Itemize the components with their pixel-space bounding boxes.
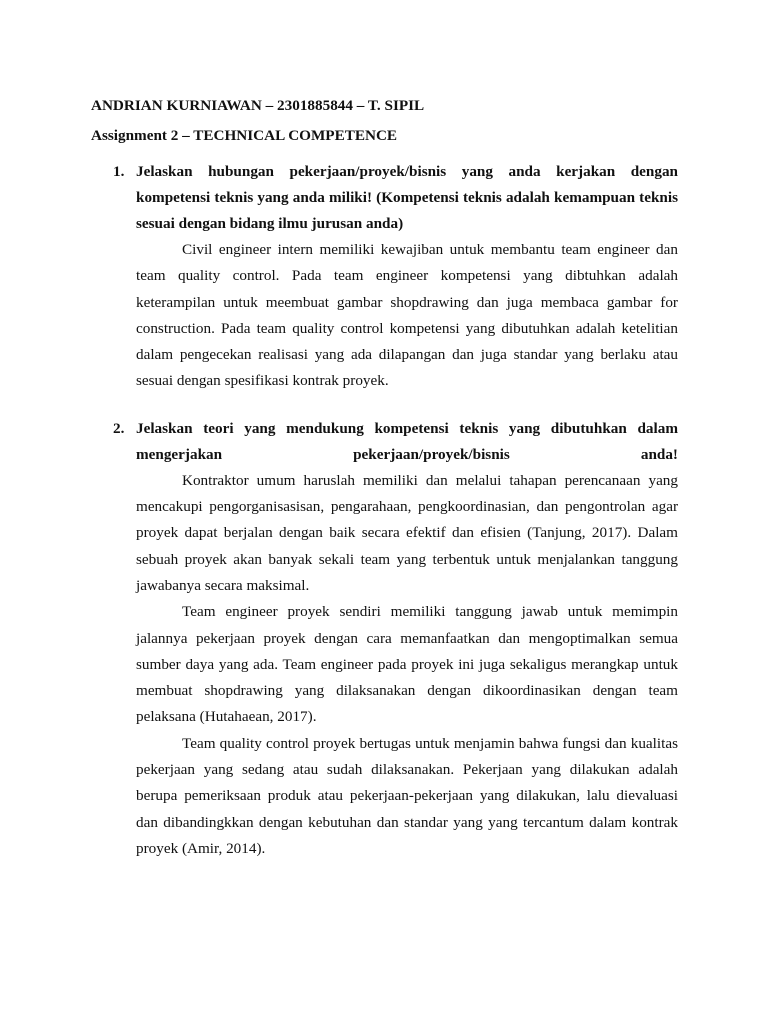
question-number: 2. bbox=[113, 419, 125, 437]
assignment-title: Assignment 2 – TECHNICAL COMPETENCE bbox=[91, 127, 398, 144]
question-text: Jelaskan hubungan pekerjaan/proyek/bisnis yang anda kerjakan dengan kompetensi teknis yang anda miliki! (Kompetensi teknis adalah kemampuan teknis sesuai dengan bidang ilmu jurusan anda) bbox=[136, 163, 678, 232]
question-item bbox=[0, 159, 768, 395]
question-item bbox=[0, 416, 768, 862]
author-line: ANDRIAN KURNIAWAN – 2301885844 – T. SIPIL bbox=[91, 97, 425, 114]
answer-paragraph: Kontraktor umum haruslah memiliki dan melalui tahapan perencanaan yang mencakupi pengorganisasisan, pengarahaan, pengkoordinasian, dan pengontrolan agar proyek dapat berjalan dengan baik secara efektif dan efisien (Tanjung, 2017). Dalam sebuah proyek akan banyak sekali team yang terbentuk untuk menjalankan tanggung jawabanya secara maksimal. bbox=[136, 471, 678, 594]
question-text: Jelaskan teori yang mendukung kompetensi teknis yang dibutuhkan dalam mengerjakan pekerjaan/proyek/bisnis anda! bbox=[136, 419, 678, 463]
answer-paragraph: Civil engineer intern memiliki kewajiban untuk membantu team engineer dan team quality control. Pada team engineer kompetensi yang dibtuhkan adalah keterampilan untuk meembuat gambar shopdrawing dan juga membaca gambar for construction. Pada team quality control kompetensi yang dibutuhkan adalah ketelitian dalam pengecekan realisasi yang ada dilapangan dan juga standar yang berlaku atau sesuai dengan spesifikasi kontrak proyek. bbox=[136, 241, 678, 390]
question-number: 1. bbox=[113, 163, 125, 180]
question-list bbox=[0, 159, 768, 862]
answer-paragraph: Team quality control proyek bertugas untuk menjamin bahwa fungsi dan kualitas pekerjaan yang sedang atau sudah dilaksanakan. Pekerjaan yang dilakukan adalah berupa pemeriksaan produk atau pekerjaan-pekerjaan yang dilakukan, lalu dievaluasi dan dibandingkkan dengan kebutuhan dan standar yang yang tercantum dalam kontrak proyek (Amir, 2014). bbox=[136, 734, 678, 857]
document-header bbox=[91, 91, 681, 151]
answer-paragraph: Team engineer proyek sendiri memiliki tanggung jawab untuk memimpin jalannya pekerjaan proyek dengan cara memanfaatkan dan mengoptimalkan semua sumber daya yang ada. Team engineer pada proyek ini juga sekaligus merangkap untuk membuat shopdrawing yang dilaksanakan dengan dikoordinasikan dengan team pelaksana (Hutahaean, 2017). bbox=[136, 603, 678, 726]
